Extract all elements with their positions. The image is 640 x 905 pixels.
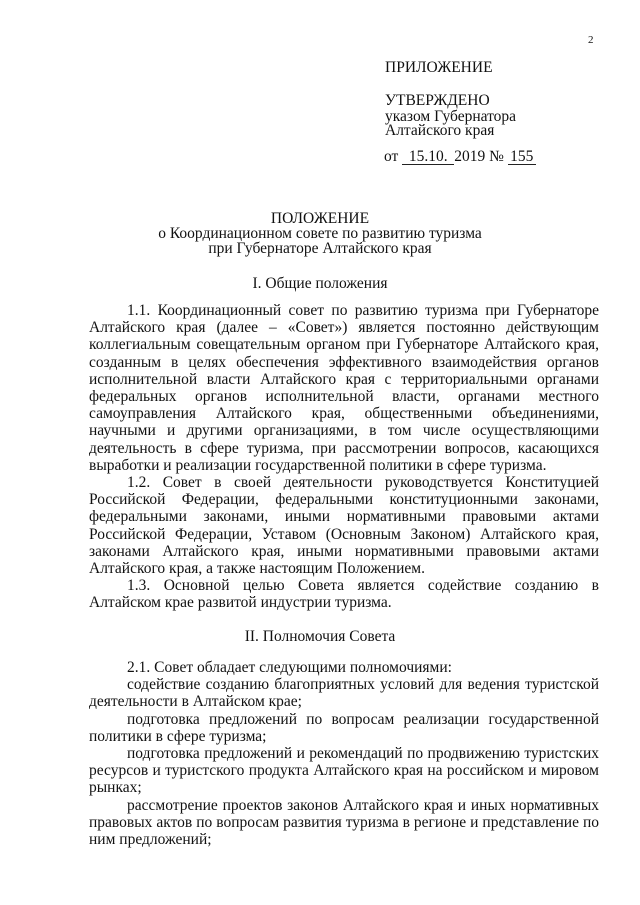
decree-line: указом Губернатора (385, 108, 517, 125)
paragraph-1-1: 1.1. Координационный совет по развитию туризма при Губернаторе Алтайского края (далее – «Совет») является постоянно действующим коллегиальным совещательным органом при Губернаторе Алтайского края, созданным в целях обеспечения эффективного взаимодействия органов исполнительной власти Алтайского края с территориальными органами федеральных органов исполнительной власти, органами местного самоуправления Алтайского края, общественными объединениями, научными и другими организациями, в том числе осуществляющими деятельность в сфере туризма, при рассмотрении вопросов, касающихся выработки и реализации государственной политики в сфере туризма. (89, 302, 599, 474)
from-label: от (384, 148, 399, 165)
section-heading-1: I. Общие положения (252, 275, 388, 292)
document-subtitle-2: при Губернаторе Алтайского края (208, 240, 432, 257)
document-title: ПОЛОЖЕНИЕ (270, 210, 370, 227)
date-year: 2019 (454, 148, 486, 165)
approved-label: УТВЕРЖДЕНО (385, 92, 490, 109)
list-item: содействие созданию благоприятных условий для ведения туристской деятельности в Алтайском крае; (89, 676, 599, 711)
paragraph-1-2: 1.2. Совет в своей деятельности руководствуется Конституцией Российской Федерации, федеральными конституционными законами, федеральными законами, иными нормативными правовыми актами Российской Федерации, Уставом (Основным Законом) Алтайского края, законами Алтайского края, иными нормативными правовыми актами Алтайского края, а также настоящим Положением. (89, 474, 599, 578)
section-1-body (89, 302, 599, 612)
date-day-month: 15.10. (402, 149, 454, 165)
list-item: подготовка предложений и рекомендаций по продвижению туристских ресурсов и туристского продукта Алтайского края на российском и мировом рынках; (89, 745, 599, 797)
decree-number: 155 (508, 149, 536, 165)
number-label: № (489, 148, 504, 165)
paragraph-2-1: 2.1. Совет обладает следующими полномочиями: (127, 659, 452, 676)
paragraph-1-3: 1.3. Основной целью Совета является содействие созданию в Алтайском крае развитой индустрии туризма. (89, 577, 599, 612)
section-heading-2: II. Полномочия Совета (244, 628, 396, 645)
list-item: рассмотрение проектов законов Алтайского края и иных нормативных правовых актов по вопросам развития туризма в регионе и представление по ним предложений; (89, 796, 599, 849)
appendix-label: ПРИЛОЖЕНИЕ (385, 59, 493, 76)
decree-date-line (384, 148, 536, 166)
list-item: подготовка предложений по вопросам реализации государственной политики в сфере туризма; (89, 710, 599, 745)
region-line: Алтайского края (385, 122, 495, 139)
document-subtitle-1: о Координационном совете по развитию туризма (158, 225, 482, 242)
page-number: 2 (588, 34, 594, 46)
section-2-body (89, 659, 599, 848)
